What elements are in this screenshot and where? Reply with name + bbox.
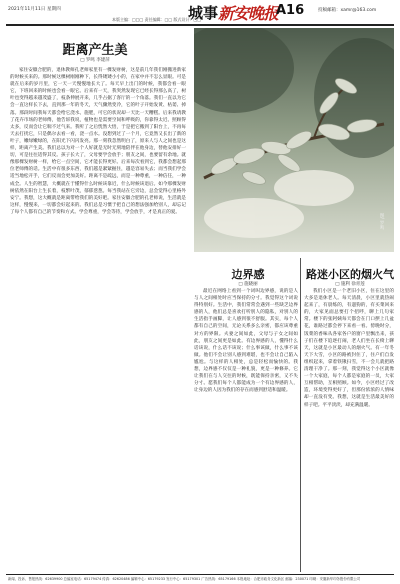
issue-date: 2021年11月11日 星期四	[8, 7, 61, 12]
right-article-2-byline: □ 施利 徐青莲	[335, 282, 365, 287]
left-article-title: 距离产生美	[62, 43, 128, 58]
left-article-body: 家住安徽合肥的，退休教师孔老师家里有一棵发财树，这是前几年我们刚搬进新家的时候买来的。那时候这棵树刚刚种下，长得矮矮小小的，在家中并不怎么显眼。可是就在后来的岁月里，它一天一天慢慢地长大了。每天早上出门的时候，我都会看一眼它，下班回来的时候也会看一眼它。后来有一天，我突然发现它已经长得那么高了，树叶也变得越来越茂盛了，枝条伸展开来，几乎占据了客厅的一个角落。我们一直以为它会一直这样长下去，直到那一年的冬天，天气骤然变冷，它的叶子开始发黄、枯萎、掉落。那段时间我每天都会给它浇水、施肥，可它的状况却一天比一天糟糕。后来我请教了花卉市场的老师傅，他告诉我说，植物也是需要空间和呼吸的，你靠得太近、照顾得太多，反而会让它喘不过气来。我听了之后恍然大悟，于是把它搬到了阳台上，不再每天去打扰它，只是偶尔去看一看，浇一点水。没想到过了一个月，它竟然又长出了新的叶子，嫩绿嫩绿的，在阳光下闪闪发亮。那一刻我忽然明白了，原来人与人之间也是这样，距离产生美。我们总以为对一个人好就是无时无刻地陪伴在他身边，替他安排好一切，可是往往适得其反。孩子长大了，父母要学会放手；朋友之间，也要留有余地。就像那棵发财树一样，给它一点空间，它才能长得更好。后来每次看到它，我都会想起那位老师傅的话。生活中有很多东西，我们越是紧紧握住，越是容易失去；而当我们学会适当地松开手，它们反而会更加美好。距离不是疏远，而是一种尊重，一种信任，一种成全。人生的智慧，大概就在于懂得什么时候该靠近，什么时候该退后。如今那棵发财树依然在阳台上生长着，枝繁叶茂，郁郁葱葱。每当我站在它旁边，总会觉得心里格外安宁。我想，这大概就是距离带给我们的美好吧。家住安徽合肥的孔老师说，生活就是这样，慢慢来，一切都会好起来的。我们总是习惯于把自己的想法强加给别人，却忘记了每个人都有自己的节奏和方式。学会尊重，学会等待，学会放手，才是真正的爱。	[10, 68, 186, 215]
plant-photo-image	[194, 28, 394, 252]
plant-photo	[194, 28, 394, 252]
photo-credit: 图/ 罗鸣	[379, 213, 384, 230]
section-title: 城事	[188, 4, 219, 22]
footer-contacts: 新闻、投诉、售报热线：62639900 总编室电话：65179474 传真：62620486 编辑中心：65179233 发行中心：65179301 广告热线：65179166 本报地址：合肥市政务文化新区 邮编：230071 印刷：安徽新华印务股份有限公司	[8, 577, 361, 581]
right-article-2-body: 我们小区是一个老旧小区，住在这里的大多是退休老人。每天清晨，小区里就热闹起来了，有晨练的，有遛狗的，有买菜回来的，大家见面总要打个招呼，聊上几句家常。楼下的张阿姨每天都会在门口摆上几盆花，谁路过都会停下来看一看。傍晚时分，饭菜的香味从各家各户的窗户里飘出来，孩子们在楼下追逐打闹，老人们坐在长椅上聊天，这就是小区最动人的烟火气。有一年冬天下大雪，小区的路被封住了，住户们自发组织起来，拿着铁锹扫雪，不一会儿就把路清理干净了。那一刻，我觉得这个小区就像一个大家庭，每个人都是家庭的一员，大家互相帮助，互相照顾。如今，小区经过了改造，环境变得更好了，但那份浓浓的人情味却一直没有变。我想，这就是生活最美好的样子吧。平平淡淡，却充满温暖。	[304, 289, 394, 408]
right-article-1-byline: □ 施晓丽	[238, 282, 258, 287]
page-number: A16	[276, 3, 305, 18]
newspaper-logo: 新安晚报	[218, 4, 279, 23]
left-article-byline: □ 罗鸣 李建萍	[80, 58, 110, 63]
right-article-1-body: 最近在网络上看到一个词叫边界感，说的是人与人之间相处时应当保持的分寸。我觉得这个词说得特别好。生活中，我们常常会遇到一些缺乏边界感的人，他们总是喜欢打听别人的隐私，对别人的生活指手画脚，让人感到很不舒服。其实，每个人都有自己的空间，无论关系多么亲密，都应该尊重对方的界限。夫妻之间如此，父母与子女之间如此，朋友之间更是如此。有边界感的人，懂得什么话该说，什么话不该说；什么事该做，什么事不该做。他们不会让别人感到难堪，也不会让自己陷入尴尬。与这样的人相处，总是轻松而愉快的。我想，边界感不仅仅是一种礼貌，更是一种修养。它让我们在与人交往的时候，既能保持亲密，又不失分寸。愿我们每个人都能成为一个有边界感的人，让身边的人因为我们的存在而感到舒适和温暖。	[194, 289, 298, 394]
submission-email: 投稿邮箱：xamr@163.com	[318, 8, 377, 13]
masthead-divider	[6, 24, 394, 26]
column-divider	[300, 258, 301, 572]
editor-credits: 本版主编：□□□ 责任编辑：□□ 版式设计：□□	[112, 17, 201, 22]
footer-divider	[6, 574, 394, 575]
right-article-1-title: 边界感	[231, 268, 265, 281]
right-article-2-title: 路迷小区的烟火气	[306, 268, 394, 281]
